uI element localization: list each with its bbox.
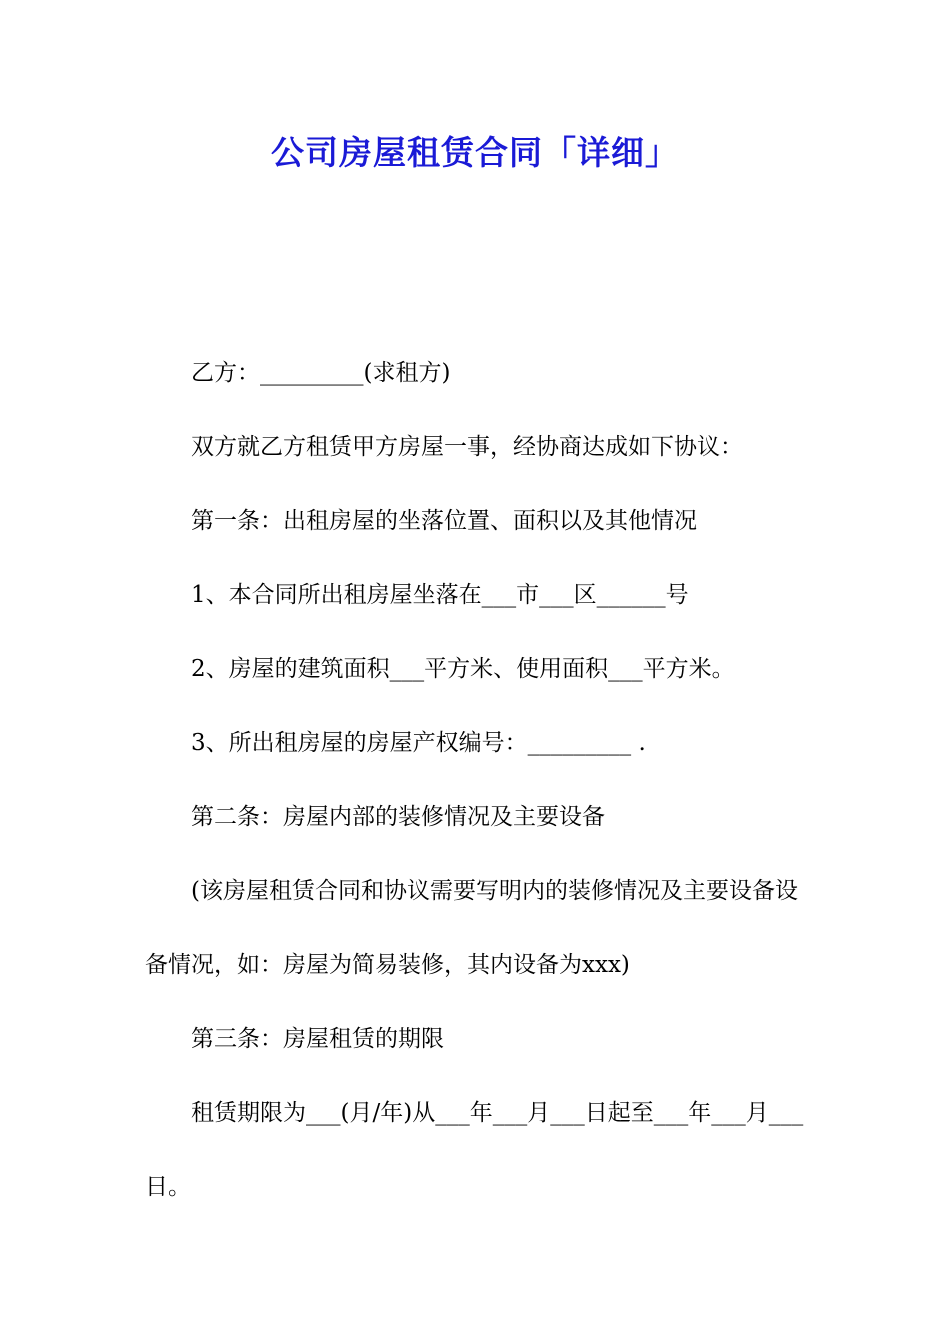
paragraph-article-3-heading: 第三条：房屋租赁的期限: [191, 1026, 444, 1052]
paragraph-area: 2、房屋的建筑面积___平方米、使用面积___平方米。: [191, 656, 735, 682]
paragraph-agreement-intro: 双方就乙方租赁甲方房屋一事，经协商达成如下协议：: [191, 434, 743, 460]
paragraph-article-1-heading: 第一条：出租房屋的坐落位置、面积以及其他情况: [191, 508, 697, 534]
paragraph-location: 1、本合同所出租房屋坐落在___市___区______号: [191, 582, 689, 608]
paragraph-decoration-note: (该房屋租赁合同和协议需要写明内的装修情况及主要设备设备情况，如：房屋为简易装修，其内设备为xxx): [145, 878, 798, 978]
paragraph-lease-term: 租赁期限为___(月/年)从___年___月___日起至___年___月___日。: [145, 1100, 804, 1200]
paragraph-property-number: 3、所出租房屋的房屋产权编号：_________ .: [191, 730, 646, 756]
document-title: 公司房屋租赁合同「详细」: [271, 133, 679, 172]
document-body: [145, 336, 810, 1224]
paragraph-article-2-heading: 第二条：房屋内部的装修情况及主要设备: [191, 804, 605, 830]
paragraph-party-b: 乙方：_________(求租方): [191, 360, 451, 386]
